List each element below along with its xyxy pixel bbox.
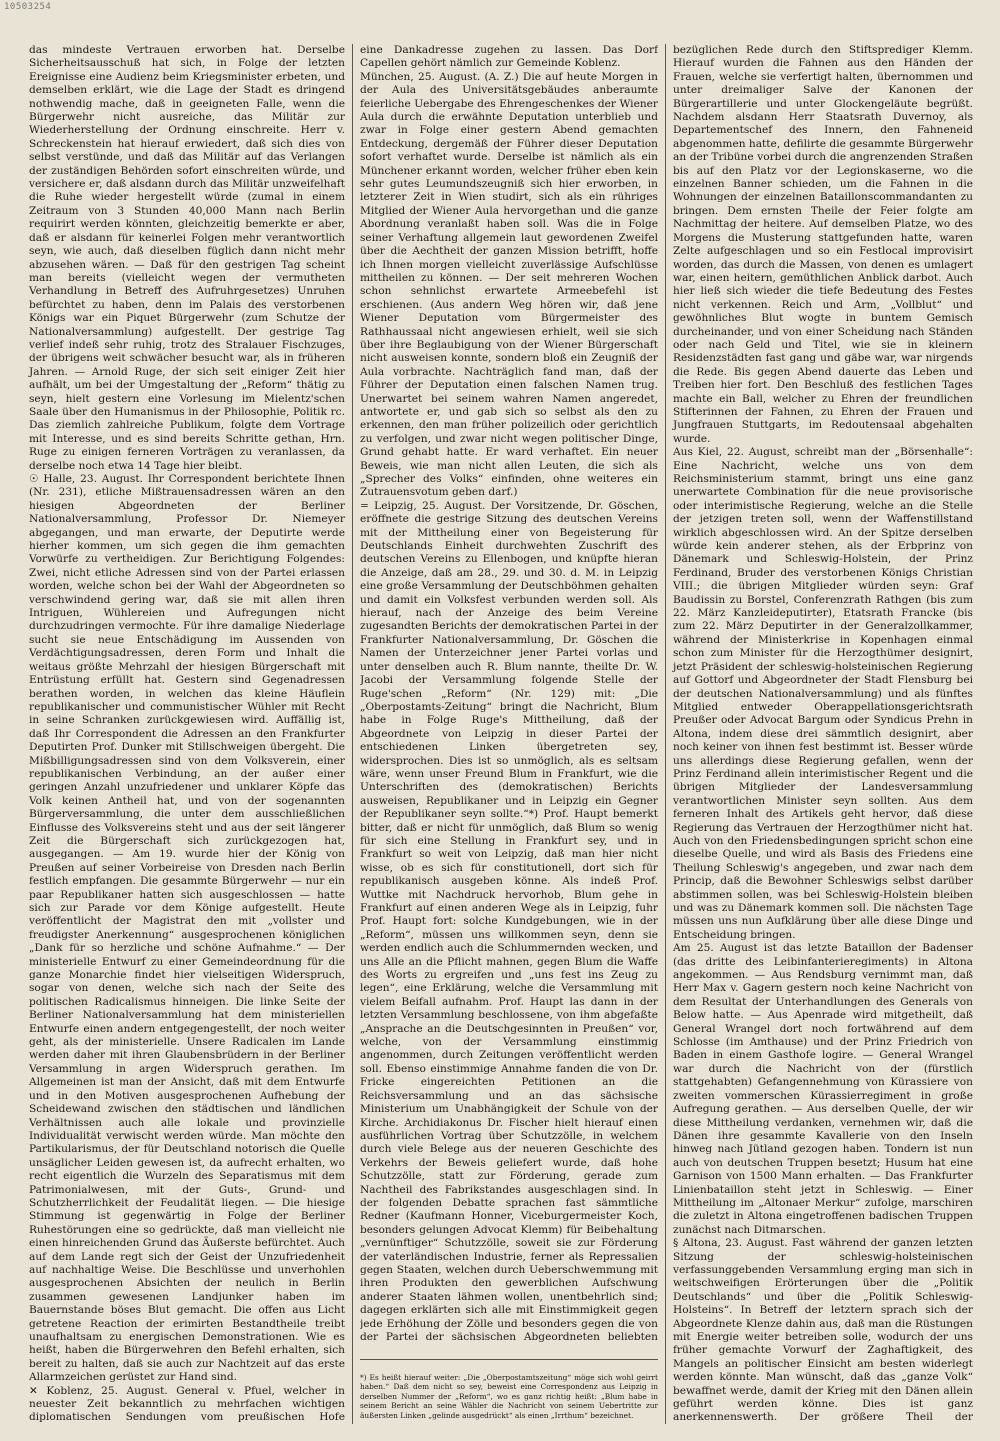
article-paragraph: Am 25. August ist das letzte Bataillon der Badenser (das dritte des Leibinfanterieregiments) in Altona angekommen. — Aus Rendsburg vernimmt man, daß Herr Max v. Gagern gestern noch keine Nachricht von dem Resultat der Unterhandlungen des Generals von Below hatte. — Aus Apenrade wird mitgetheilt, daß General Wrangel dort noch fortwährend auf dem Schlosse (im Amthause) und der Prinz Friedrich von Baden in einem Gasthofe logire. — General Wrangel war durch die Nachricht von der (fürstlich stattgehabten) Gefangennehmung von Kürassiere von zweiten vommerschen Kürassierregiment in große Aufregung gerathen. — Aus derselben Quelle, der wir diese Mittheilung verdanken, vernehmen wir, daß die Dänen ihre gesammte Kavallerie von den Inseln hinweg nach Jütland gezogen haben. Tondern ist nun auch von deutschen Truppen besetzt; Husum hat eine Garnison von 1500 Mann erhalten. — Das Frankfurter Linienbataillon steht jetzt in Schleswig. — Einer Mittheilung im „Altonaer Merkur“ zufolge, marschiren die zuletzt in Altona eingetroffenen badischen Truppen zunächst nach Ditmarschen.: [673, 942, 973, 1236]
column-left: [22, 44, 352, 1424]
column-text: [673, 44, 973, 1424]
footnote-divider: [360, 1359, 658, 1360]
column-right: [665, 44, 980, 1424]
footnote: *) Es heißt hierauf weiter: „Die „Oberpostamtszeitung“ möge sich wohl geirrt haben.“ Daß dem nicht so sey, beweist eine Correspondenz aus Leipzig in derselben Nummer der „Reform“, wo es ganz richtig heißt: „Blum habe in seinem Bericht an seine Wähler die Nachricht von seinem Uebertritte zur äußersten Linken „gelinde ausgedrückt“ als einen „Irrthum“ bezeichnet.: [360, 1372, 658, 1420]
page-identifier: 10503254: [4, 2, 52, 12]
article-paragraph: eine Dankadresse zugehen zu lassen. Das Dorf Capellen gehört nämlich zur Gemeinde Koblenz.: [360, 44, 658, 70]
column-text: [360, 44, 658, 1344]
column-middle: [352, 44, 665, 1424]
article-paragraph: ✕ Koblenz, 25. August. General v. Pfuel, welcher in neuester Zeit bekanntlich zu mehrfachen wichtigen diplomatischen Sendungen vom preußischen Hofe: [29, 1384, 345, 1424]
article-paragraph: München, 25. August. (A. Z.) Die auf heute Morgen in der Aula des Universitätsgebäudes anberaumte feierliche Uebergabe des Ehrengeschenkes der Wiener Aula durch die erwähnte Deputation unterblieb und zwar in Folge einer gestern Abend gemachten Entdeckung, dergemäß der Führer dieser Deputation sofort verhaftet wurde. Derselbe ist nämlich als ein Münchener erkannt worden, welcher früher eben kein sehr gutes Leumundszeugniß sich hier erworben, in letzterer Zeit in Wien studirt, sich als ein rühriges Mitglied der Wiener Aula hervorgethan und die ganze Abordnung veranlaßt haben soll. Was die in Folge seiner Verhaftung allgemein laut gewordenen Zweifel über die Aechtheit der ganzen Mission betrifft, hoffe ich Ihnen morgen vielleicht zuverlässige Aufschlüsse mittheilen zu können. — Der seit mehreren Wochen schon sehnlichst erwartete Armeebefehl ist erschienen. (Aus andern Weg hören wir, daß jene Wiener Deputation vom Bürgermeister des Rathhaussaal nicht angewiesen erhielt, weil sie sich über ihre Beglaubigung von der Wiener Bürgerschaft nicht ausweisen konnte, sondern bloß ein Zeugniß der Aula vorbrachte. Nachträglich fand man, daß der Führer der Deputation einen falschen Namen trug. Unerwartet bei seinem wahren Namen angeredet, antwortete er, und gab sich so selbst als den zu erkennen, den man früher polizeilich oder gerichtlich zu verfolgen, und zwar nicht wegen politischer Dinge, Grund gehabt hatte. Er ward verhaftet. Ein neuer Beweis, wie man nicht allen Leuten, die sich als „Sprecher des Volks“ einfinden, ohne weiteres ein Zutrauensvotum geben darf.): [360, 70, 658, 499]
article-paragraph: ☉ Halle, 23. August. Ihr Correspondent berichtete Ihnen (Nr. 231), etliche Mißtrauensadressen wären an den hiesigen Abgeordneten der Berliner Nationalversammlung, Professor Dr. Niemeyer abgegangen, und man erwarte, der Deputirte werde hierher kommen, um sich gegen die ihm gemachten Vorwürfe zu vertheidigen. Zur Berichtigung Folgendes: Zwei, nicht etliche Adressen sind von der Partei erlassen worden, welche schon bei der Wahl der Abgeordneten so verschwindend gering war, daß sie mit allen ihren Intriguen, Wühlereien und Aufregungen nicht durchzudringen vermochte. Für ihre damalige Niederlage sucht sie neue Entschädigung im Aussenden von Verdächtigungsadressen, deren Form und Inhalt die weitaus größte Mehrzahl der hiesigen Bürgerschaft mit Entrüstung erfüllt hat. Gestern sind Gegenadressen berathen worden, in welchen das kleine Häuflein republikanischer und communistischer Wühler mit Recht in seine Schranken zurückgewiesen wird. Auffällig ist, daß Ihr Correspondent die Adressen an den Frankfurter Deputirten Prof. Dunker mit Stillschweigen übergeht. Die Mißbilligungsadressen sind von dem Volksverein, einer republikanischen Verbindung, an der außer einer geringen Anzahl unzufriedener und unklarer Köpfe das Volk keinen Antheil hat, und von der sogenannten Bürgerversammlung, die unter dem ausschließlichen Einflusse des Volksvereins steht und aus der seit längerer Zeit die Bürgerschaft sich zurückgezogen hat, ausgegangen. — Am 19. wurde hier der König von Preußen auf seiner Vorbeireise von Dresden nach Berlin festlich empfangen. Die gesammte Bürgerwehr — nur ein paar Republikaner hatten sich ausgeschlossen — hatte sich zur Parade vor dem Könige aufgestellt. Heute veröffentlicht der Magistrat den mit „vollster und freudigster Anerkennung“ ausgesprochenen königlichen „Dank für so herzliche und schöne Aufnahme.“ — Der ministerielle Entwurf zu einer Gemeindeordnung für die ganze Monarchie findet hier vielseitigen Widerspruch, sogar von denen, welche sich nach der Seite des politischen Radicalismus hinneigen. Die linke Seite der Berliner Nationalversammlung hat dem ministeriellen Entwurfe einen andern entgegengestellt, der noch weiter geht, als der ministerielle. Unsere Radicalen im Lande werden daher mit ihren Glaubensbrüdern in der Berliner Versammlung in argen Widerspruch gerathen. Im Allgemeinen ist man der Ansicht, daß mit dem Entwurfe und in den Motiven ausgesprochenen Aufhebung der Scheidewand zwischen den städtischen und ländlichen Verhältnissen auch alle lokale und provinzielle Individualität verwischt werden würde. Man möchte den Partikularismus, der für Deutschland notorisch die Quelle unsäglicher Leiden gewesen ist, da aufrecht erhalten, wo recht eigentlich die Wurzeln des Separatismus mit dem Patrimonialwesen, mit der Guts-, Grund- und Schutzherrlichkeit der Feudalität liegen. — Die hiesige Stimmung ist gegenwärtig in Folge der Berliner Ruhestörungen eine so gedrückte, daß man vielleicht nie einen hinreichenden Grund das Äußerste befürchtet. Auch auf dem Lande regt sich der Geist der Unzufriedenheit auf nachhaltige Weise. Die Beschlüsse und unverhohlen ausgesprochenen Absichten der neulich in Berlin zusammen gewesenen Landjunker haben im Bauernstande böses Blut gemacht. Die offen aus Licht getretene Reaction der erimirten Bestandtheile treibt unaufhaltsam zu energischen Demonstrationen. Wie es heißt, haben die Bürgerwehren den Befehl erhalten, sich bereit zu halten, daß sie auch zur Nachtzeit auf das erste Allarmzeichen gerüstet zur Hand sind.: [29, 473, 345, 1384]
column-text: [29, 44, 345, 1424]
article-paragraph: = Leipzig, 25. August. Der Vorsitzende, Dr. Göschen, eröffnete die gestrige Sitzung des deutschen Vereins mit der Mittheilung einer von Begeisterung für Deutschlands Einheit durchwehten Zuschrift des deutschen Vereins zu Ellenbogen, und knüpfte hieran die Anzeige, daß am 28., 29. und 30. d. M. in Leipzig eine große Versammlung der Deutschböhmen gehalten und damit ein Volksfest verbunden werden soll. Als hierauf, nach der Anzeige des beim Vereine zugesandten Berichts der demokratischen Partei in der Frankfurter Nationalversammlung, Dr. Göschen die Namen der Unterzeichner jener Partei vorlas und unter denselben auch R. Blum nannte, theilte Dr. W. Jacobi der Versammlung folgende Stelle der Ruge'schen „Reform“ (Nr. 129) mit: „Die „Oberpostamts-Zeitung“ bringt die Nachricht, Blum habe in Folge Ruge's Mittheilung, daß der Abgeordnete von Leipzig in dieser Partei der entschiedenen Linken übergetreten sey, widersprochen. Dies ist so unmöglich, als es seltsam wäre, wenn unser Freund Blum in Frankfurt, wie die Unterschriften des (demokratischen) Berichts ausweisen, Republikaner und in Leipzig ein Gegner der Republikaner seyn sollte.“*) Prof. Haupt bemerkt bitter, daß er nicht für unmöglich, daß Blum so wenig für sich eine Stellung in Frankfurt sey, und in Frankfurt so weit von Leipzig, daß man hier nicht wisse, ob es sich für constitutionell, dort sich für republikanisch ausgeben könne. Als indeß Prof. Wuttke mit Nachdruck hervorhob, Blum gehe in Frankfurt auf einen anderen Wege als in Leipzig, fuhr Prof. Haupt fort: solche Kundgebungen, wie in der „Reform“, müssen uns willkommen seyn, denn sie werden endlich auch die Schlummernden wecken, und uns Alle an die Pflicht mahnen, gegen Blum die Waffe des Worts zu ergreifen und „uns fest ins Zeug zu legen“, eine Erklärung, welche die Versammlung mit vielem Beifall aufnahm. Prof. Haupt las dann in der letzten Versammlung beschlossene, von ihm abgefaßte „Ansprache an die Deutschgesinnten in Preußen“ vor, welche, von der Versammlung einstimmig angenommen, durch Zeitungen veröffentlicht werden soll. Ebenso einstimmige Annahme fanden die von Dr. Fricke eingereichten Petitionen an die Reichsversammlung und an das sächsische Ministerium um Unabhängigkeit der Schule von der Kirche. Archidiakonus Dr. Fischer hielt hierauf einen ausführlichen Vortrag über Schutzzölle, in welchem durch viele Belege aus der neueren Geschichte des Verkehrs der Beweis geliefert wurde, daß hohe Schutzzölle, statt zur Förderung, gerade zum Nachtheil des Fabrikstandes ausgeschlagen sind. In der folgenden Debatte sprachen fast sämmtliche Redner (Kaufmann Honner, Viceburgermeister Koch, besonders gelungen Advocat Klemm) für Beibehaltung „vernünftiger“ Schutzzölle, soweit sie zur Förderung der vaterländischen Industrie, ferner als Repressalien gegen Staaten, welchen durch Ueberschwemmung mit ihren Produkten den gewerblichen Aufschwung anderer Staaten lähmen wollen, unentbehrlich sind; dagegen erklärten sich alle mit Einstimmigkeit gegen jede Erhöhung der Zölle und besonders gegen die von der Partei der sächsischen Abgeordneten beliebten: [360, 499, 658, 1343]
article-paragraph: Aus Kiel, 22. August, schreibt man der „Börsenhalle“: Eine Nachricht, welche uns von dem Reichsministerium stammt, bringt uns eine ganz unerwartete Combination für die neue provisorische oder interimistische Regierung, welche an die Stelle der jetzigen treten soll, wenn der Waffenstillstand wirklich abgeschlossen wird. An der Spitze derselben würde kein anderer stehen, als der Erbprinz von Dänemark und Schleswig-Holstein, der Prinz Ferdinand, Bruder des verstorbenen Königs Christian VIII.; die übrigen Mitglieder würden seyn: Graf Baudissin zu Borstel, Conferenzrath Rathgen (bis zum 22. März Kanzleideputirter), Etatsrath Francke (bis zum 22. März Deputirter in der Generalzollkammer, während der Ministerkrise in Kopenhagen einmal schon zum Minister für die Herzogthümer designirt, jetzt Präsident der schleswig-holsteinischen Regierung auf Gottorf und Abgeordneter der Stadt Flensburg bei der deutschen Nationalversammlung) und als fünftes Mitglied entweder Oberappellationsgerichtsrath Preußer oder Advocat Bargum oder Syndicus Prehn in Altona, indem diese drei sämmtlich designirt, aber noch keiner von ihnen fest bestimmt ist. Besser würde uns allerdings diese Regierung gefallen, wenn der Prinz Ferdinand allein interimistischer Regent und die übrigen Mitglieder der Landesversammlung verantwortlichen Minister seyn sollten. Aus dem ferneren Inhalt des Artikels geht hervor, daß diese Regierung das Vertrauen der Herzogthümer nicht hat. Auch von den Friedensbedingungen spricht schon eine dieselbe Quelle, und wird als Basis des Friedens eine Theilung Schleswig's angegeben, und zwar nach dem Princip, daß die Bewohner Schleswigs selbst darüber abstimmen sollen, was bei Schleswig-Holstein bleiben und was zu Dänemark kommen soll. Die nächsten Tage müssen uns nun Aufklärung über alle diese Dinge und Entscheidung bringen.: [673, 446, 973, 941]
article-paragraph: das mindeste Vertrauen erworben hat. Derselbe Sicherheitsausschuß hat sich, in Folge der letzten Ereignisse eine Audienz beim Kriegsminister erbeten, und demselben erklärt, wie die Lage der Stadt es dringend nothwendig mache, daß in geeigneten Falle, wenn die Bürgerwehr nicht ausreiche, das Militär zur Wiederherstellung der Ordnung einschreite. Herr v. Schreckenstein hat hierauf erwiedert, daß sich dies von selbst verstünde, und daß das Militär auf das Verlangen der zuständigen Behörden sofort einschreiten würde, und versichere er, daß alsdann durch das Militär unzweifelhaft die Ruhe wieder hergestellt würde (zumal in einem Zeitraum von 3 Stunden 40,000 Mann nach Berlin requirirt werden könnten, gleichzeitig bemerkte er aber, daß er alsdann für keinerlei Folgen mehr verantwortlich seyn, wie auch, daß dieselben füglich dann nicht mehr abzusehen wären. — Daß für den gestrigen Tag scheint man bereits (vielleicht wegen der vermutheten Verhandlung in Betreff des Aufruhrgesetzes) Unruhen befürchtet zu haben, denn im Palais des verstorbenen Königs war ein Piquet Bürgerwehr (zum Schutze der Nationalversammlung) aufgestellt. Der gestrige Tag verlief indeß sehr ruhig, trotz des Stralauer Fischzuges, der übrigens weit schwächer besucht war, als in früheren Jahren. — Arnold Ruge, der sich seit einiger Zeit hier aufhält, um bei der Umgestaltung der „Reform“ thätig zu seyn, hielt gestern eine Vorlesung im Mielentz'schen Saale über den Humanismus in der Philosophie, Politik rc. Das ziemlich zahlreiche Publikum, folgte dem Vortrage mit Interesse, und es sind bereits Schritte gethan, Hrn. Ruge zu einigen ferneren Vorträgen zu veranlassen, da derselbe noch etwa 14 Tage hier bleibt.: [29, 44, 345, 472]
article-paragraph: § Altona, 23. August. Fast während der ganzen letzten Sitzung der schleswig-holsteinischen verfassunggebenden Versammlung erging man sich in weitschweifigen Erörterungen über die „Politik Deutschlands“ und über die „Politik Schleswig-Holsteins“. In Betreff der letztern sprach sich der Abgeordnete Klenze dahin aus, daß man die Rüstungen mit Energie weiter betreiben solle, wodurch der uns früher gemachte Vorwurf der Zaghaftigkeit, des Mangels an politischer Einsicht am besten widerlegt werden könnte. Man wünscht, daß das „ganze Volk“ bewaffnet werde, damit der Krieg mit den Dänen allein geführt werden könne. Dies ist ganz anerkennenswerth. Der größere Theil der: [673, 1237, 973, 1424]
article-paragraph: bezüglichen Rede durch den Stiftsprediger Klemm. Hierauf wurden die Fahnen aus den Händen der Frauen, welche sie verfertigt halten, übernommen und unter dreimaliger Salve der Kanonen der Bürgerartillerie und unter Glockengeläute begrüßt. Nachdem alsdann Herr Staatsrath Duvernoy, als Departementschef des Innern, den Fahneneid abgenommen hatte, defilirte die gesammte Bürgerwehr an der Tribüne vorbei durch die angrenzenden Straßen bis auf den Platz vor der Legionskaserne, wo die einzelnen Banner schieden, um die Fahnen in die Wohnungen der einzelnen Bataillonscommandanten zu bringen. Dem ernsten Theile der Feier folgte am Nachmittag der heitere. Auf demselben Platze, wo des Morgens die Musterung stattgefunden hatte, waren Zelte aufgeschlagen und so ein Festlocal improvisirt worden, das durch die Massen, von denen es umlagert war, einen heitern, gemüthlichen Anblick darbot. Auch hier ließ sich wieder die tiefe Bedeutung des Festes nicht verkennen. Reich und Arm, „Vollblut“ und gewöhnliches Blut wogte in buntem Gemisch durcheinander, und von einer Scheidung nach Ständen oder nach Geld und Titel, wie sie in kleinern Residenzstädten fast gang und gäbe war, war nirgends die Rede. Bis gegen Abend dauerte das Leben und Treiben hier fort. Den Beschluß des festlichen Tages machte ein Ball, welcher zu Ehren der freundlichen Stifterinnen der Fahnen, zu Ehren der Frauen und Jungfrauen Stuttgarts, im Redoutensaal abgehalten wurde.: [673, 44, 974, 445]
newspaper-page: [22, 44, 980, 1424]
